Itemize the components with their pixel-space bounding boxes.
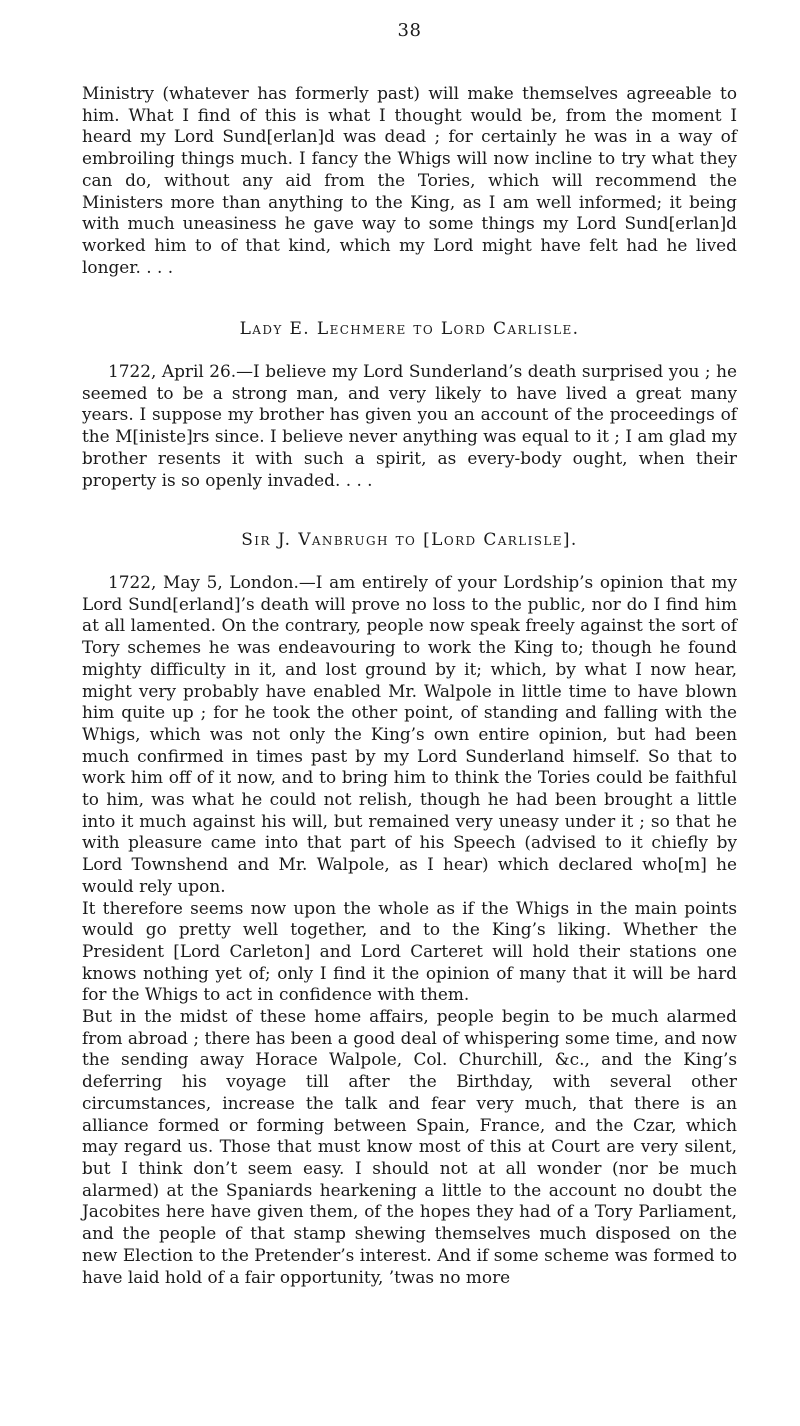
letter-heading-vanbrugh: Sir J. Vanbrugh to [Lord Carlisle].	[241, 530, 578, 550]
letter-heading-lechmere: Lady E. Lechmere to Lord Carlisle.	[239, 319, 580, 339]
paragraph: But in the midst of these home affairs, people begin to be much alarmed from abroad ; there has been a good deal of whispering some time, and now the sending away Horace Walpole, Col. Churchill, &c., and the King’s deferring his voyage till after the Birthday, with several other circumstances, increase the talk and fear very much, that there is an alliance formed or forming between Spain, France, and the Czar, which may regard us. Those that must know most of this at Court are very silent, but I think don’t seem easy. I should not at all wonder (nor be much alarmed) at the Spaniards hearkening a little to the account no doubt the Jacobites here have given them, of the hopes they had of a Tory Parliament, and the people of that stamp shewing themselves much disposed on the new Election to the Pretender’s interest. And if some scheme was formed to have laid hold of a fair opportunity, ’twas no more	[82, 1006, 737, 1287]
paragraph: Ministry (whatever has formerly past) will make themselves agreeable to him. What I find of this is what I thought would be, from the moment I heard my Lord Sund[erlan]d was dead ; for certainly he was in a way of embroiling things much. I fancy the Whigs will now incline to try what they can do, without any aid from the Tories, which will recommend the Ministers more than anything to the King, as I am well informed; it being with much uneasiness he gave way to some things my Lord Sund[erlan]d worked him to of that kind, which my Lord might have felt had he lived longer. . . .	[82, 83, 737, 277]
letter-vanbrugh	[82, 572, 737, 1288]
page-number: 38	[397, 20, 422, 41]
paragraph: It therefore seems now upon the whole as if the Whigs in the main points would go pretty well together, and to the King’s liking. Whether the President [Lord Carleton] and Lord Carteret will hold their stations one knows nothing yet of; only I find it the opinion of many that it will be hard for the Whigs to act in confidence with them.	[82, 897, 737, 1005]
paragraph: 1722, May 5, London.—I am entirely of your Lordship’s opinion that my Lord Sund[erland]’s death will prove no loss to the public, nor do I find him at all lamented. On the contrary, people now speak freely against the sort of Tory schemes he was endeavouring to work the King to; though he found mighty difficulty in it, and lost ground by it; which, by what I now hear, might very probably have enabled Mr. Walpole in little time to have blown him quite up ; for he took the other point, of standing and falling with the Whigs, which was not only the King’s own entire opinion, but had been much confirmed in times past by my Lord Sunderland himself. So that to work him off of it now, and to bring him to think the Tories could be faithful to him, was what he could not relish, though he had been brought a little into it much against his will, but remained very uneasy under it ; so that he with pleasure came into that part of his Speech (advised to it chiefly by Lord Townshend and Mr. Walpole, as I hear) which declared who[m] he would rely upon.	[82, 572, 737, 896]
letter-lechmere	[82, 361, 737, 491]
paragraph: 1722, April 26.—I believe my Lord Sunderland’s death surprised you ; he seemed to be a strong man, and very likely to have lived a great many years. I suppose my brother has given you an account of the proceedings of the M[iniste]rs since. I believe never anything was equal to it ; I am glad my brother resents it with such a spirit, as every-body ought, when their property is so openly invaded. . . .	[82, 361, 737, 490]
opening-passage	[82, 83, 737, 278]
